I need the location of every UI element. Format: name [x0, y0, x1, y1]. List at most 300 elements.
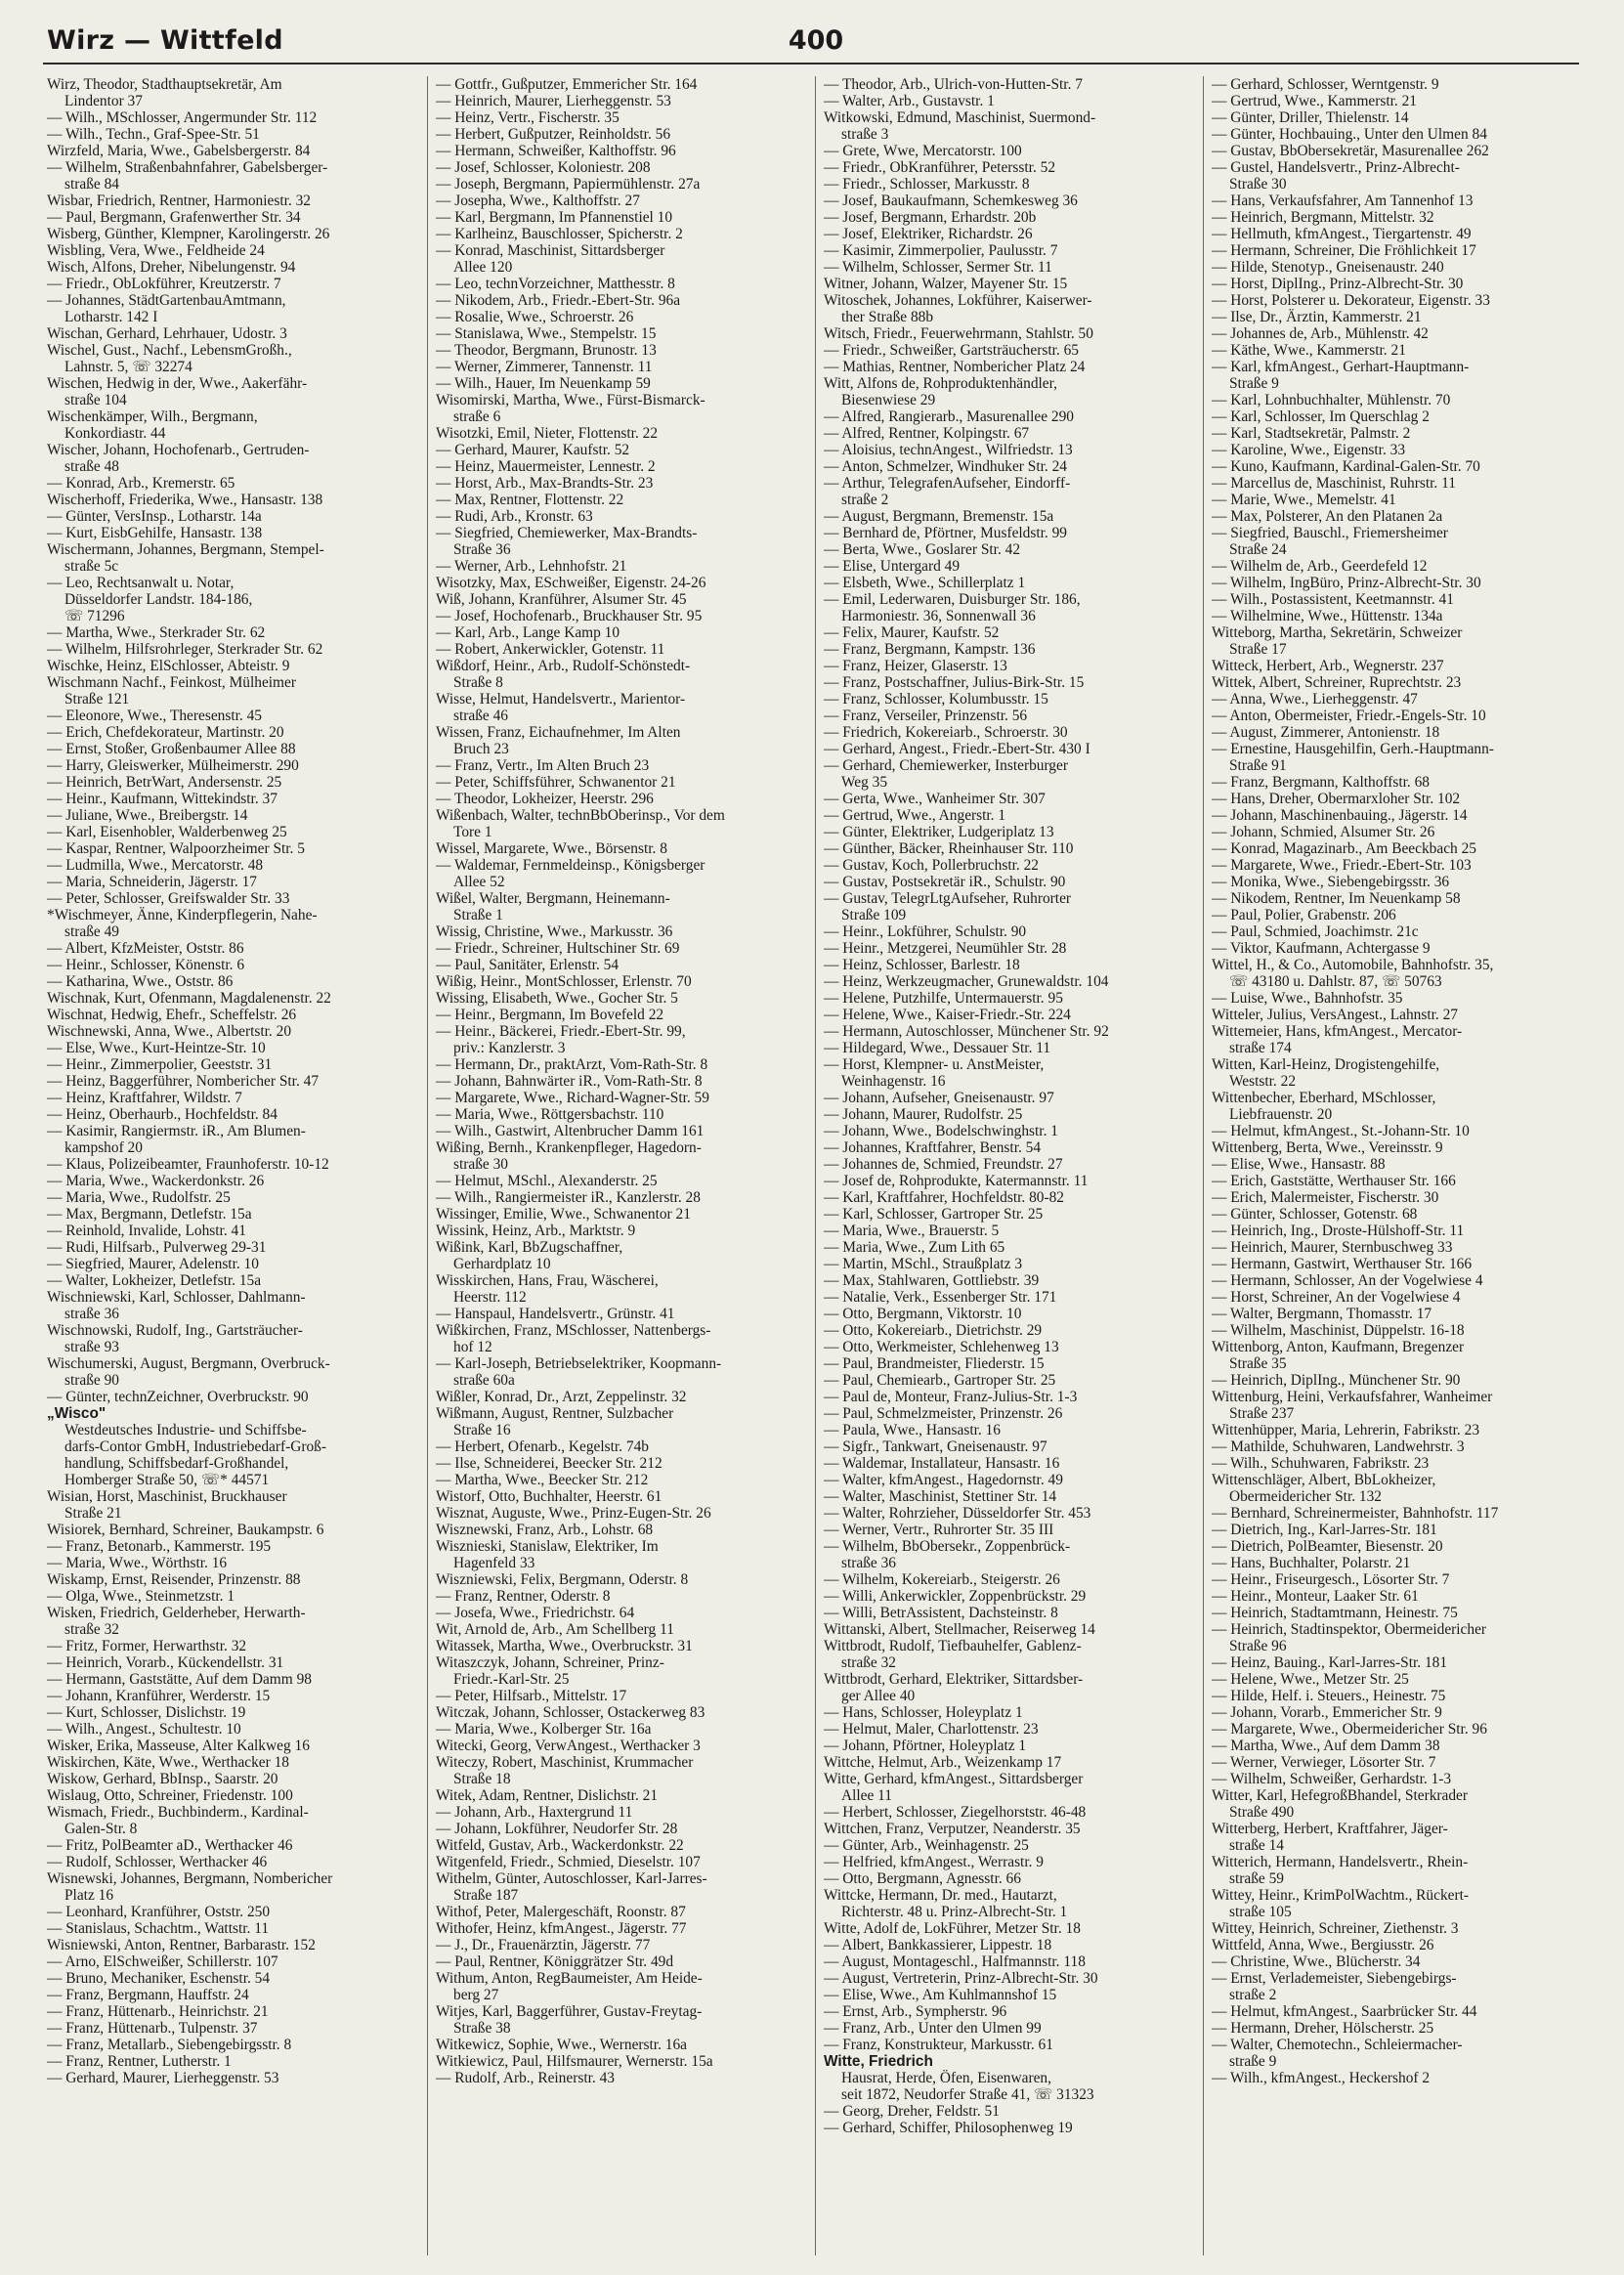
entry-continuation: seit 1872, Neudorfer Straße 41, ☏ 31323 [841, 2086, 1094, 2103]
directory-entry: — Ernst, Verlademeister, Siebengebirgs- [1212, 1970, 1457, 1987]
directory-entry: Wiskirchen, Käte, Wwe., Werthacker 18 [47, 1754, 289, 1771]
directory-entry: — Siegfried, Chemiewerker, Max-Brandts- [436, 525, 698, 541]
directory-entry: — Wilh., kfmAngest., Heckershof 2 [1212, 2070, 1431, 2086]
directory-entry: — Stanislaus, Schachtm., Wattstr. 11 [47, 1920, 270, 1937]
directory-entry: — Franz, Vertr., Im Alten Bruch 23 [436, 757, 650, 774]
directory-entry: — Walter, Lokheizer, Detlefstr. 15a [47, 1272, 262, 1289]
directory-entry: — Fritz, Former, Herwarthstr. 32 [47, 1638, 247, 1654]
entry-continuation: ☏ 71296 [64, 608, 125, 624]
directory-entry: — Hans, Dreher, Obermarxloher Str. 102 [1212, 791, 1461, 807]
directory-entry: — August, Bergmann, Bremenstr. 15a [824, 508, 1054, 525]
directory-entry: — Johannes de, Arb., Mühlenstr. 42 [1212, 325, 1429, 342]
directory-entry: — Friedr., Schreiner, Hultschiner Str. 69 [436, 940, 680, 957]
directory-entry: Wittcke, Hermann, Dr. med., Hautarzt, [824, 1887, 1057, 1904]
directory-entry: Wirzfeld, Maria, Wwe., Gabelsbergerstr. 84 [47, 143, 311, 159]
entry-continuation: straße 3 [841, 126, 889, 143]
directory-entry: Wittche, Helmut, Arb., Weizenkamp 17 [824, 1754, 1062, 1771]
directory-entry: Wisse, Helmut, Handelsvertr., Marientor- [436, 691, 686, 708]
directory-entry: — Rudolf, Arb., Reinerstr. 43 [436, 2070, 615, 2086]
entry-continuation: straße 104 [64, 392, 127, 408]
directory-entry: — Arthur, TelegrafenAufseher, Eindorff- [824, 475, 1071, 492]
directory-entry: Witeczy, Robert, Maschinist, Krummacher [436, 1754, 694, 1771]
directory-entry: — Johann, Maschinenbauing., Jägerstr. 14 [1212, 807, 1468, 824]
entry-continuation: Friedr.-Karl-Str. 25 [453, 1671, 570, 1688]
directory-entry: — Heinz, Kraftfahrer, Wildstr. 7 [47, 1090, 242, 1106]
entry-continuation: Weinhagenstr. 16 [841, 1073, 946, 1090]
directory-entry: *Wischmeyer, Änne, Kinderpflegerin, Nahe- [47, 907, 318, 923]
entry-continuation: Straße 237 [1229, 1405, 1295, 1422]
directory-entry: — Günter, Schlosser, Gotenstr. 68 [1212, 1206, 1418, 1223]
directory-entry: — Rudi, Hilfsarb., Pulverweg 29-31 [47, 1239, 267, 1256]
directory-entry: — Wilh., Angest., Schultestr. 10 [47, 1721, 241, 1738]
directory-entry: Wittenberg, Berta, Wwe., Vereinsstr. 9 [1212, 1139, 1443, 1156]
directory-entry: — Konrad, Maschinist, Sittardsberger [436, 242, 665, 259]
directory-entry: Wißmann, August, Rentner, Sulzbacher [436, 1405, 674, 1422]
directory-entry: — Gerhard, Maurer, Lierheggenstr. 53 [47, 2070, 279, 2086]
directory-entry: — Horst, Klempner- u. AnstMeister, [824, 1056, 1045, 1073]
directory-entry: Witaszczyk, Johann, Schreiner, Prinz- [436, 1654, 664, 1671]
directory-entry: — Elise, Wwe., Am Kuhlmannshof 15 [824, 1987, 1057, 2003]
directory-entry: Wiszniewski, Felix, Bergmann, Oderstr. 8 [436, 1571, 689, 1588]
directory-entry: — Heinr., Metzgerei, Neumühler Str. 28 [824, 940, 1067, 957]
entry-continuation: Düsseldorfer Landstr. 184-186, [64, 591, 253, 608]
directory-entry: — Luise, Wwe., Bahnhofstr. 35 [1212, 990, 1403, 1007]
directory-entry: Wischermann, Johannes, Bergmann, Stempel- [47, 541, 324, 558]
directory-entry: — Wilh., Gastwirt, Altenbrucher Damm 161 [436, 1123, 705, 1139]
directory-entry: — Hermann, Schlosser, An der Vogelwiese 4 [1212, 1272, 1483, 1289]
entry-continuation: Straße 30 [1229, 176, 1287, 193]
directory-entry: — Ernst, Stoßer, Großenbaumer Allee 88 [47, 741, 296, 757]
entry-continuation: darfs-Contor GmbH, Industriebedarf-Groß- [64, 1438, 326, 1455]
directory-entry: — Siegfried, Maurer, Adelenstr. 10 [47, 1256, 259, 1272]
entry-continuation: Straße 35 [1229, 1355, 1287, 1372]
directory-entry: — Helene, Putzhilfe, Untermauerstr. 95 [824, 990, 1063, 1007]
directory-entry: — Horst, Arb., Max-Brandts-Str. 23 [436, 475, 654, 492]
directory-entry: — Hermann, Gastwirt, Werthauser Str. 166 [1212, 1256, 1473, 1272]
directory-entry: — Leo, technVorzeichner, Matthesstr. 8 [436, 276, 675, 292]
directory-entry: — Paul, Polier, Grabenstr. 206 [1212, 907, 1396, 923]
directory-entry: — Ernst, Arb., Sympherstr. 96 [824, 2003, 1007, 2020]
directory-entry: — Maria, Wwe., Rudolfstr. 25 [47, 1189, 231, 1206]
entry-continuation: straße 36 [64, 1306, 119, 1322]
directory-entry: — Heinz, Schlosser, Barlestr. 18 [824, 957, 1020, 973]
column-divider [815, 76, 816, 2255]
directory-entry: Wischmann Nachf., Feinkost, Mülheimer [47, 674, 296, 691]
directory-entry: — Ilse, Schneiderei, Beecker Str. 212 [436, 1455, 662, 1472]
directory-entry: Wischniewski, Karl, Schlosser, Dahlmann- [47, 1289, 306, 1306]
column-4 [1212, 76, 1595, 2265]
directory-entry: Witner, Johann, Walzer, Mayener Str. 15 [824, 276, 1068, 292]
directory-entry: — Heinr., Schlosser, Könenstr. 6 [47, 957, 245, 973]
directory-entry: — Hanspaul, Handelsvertr., Grünstr. 41 [436, 1306, 675, 1322]
directory-entry: — Günter, Hochbauing., Unter den Ulmen 84 [1212, 126, 1487, 143]
directory-entry: — Leonhard, Kranführer, Oststr. 250 [47, 1904, 271, 1920]
directory-entry: — Franz, Verseiler, Prinzenstr. 56 [824, 708, 1028, 724]
directory-entry: Wisomirski, Martha, Wwe., Fürst-Bismarck- [436, 392, 705, 408]
entry-continuation: Liebfrauenstr. 20 [1229, 1106, 1333, 1123]
directory-entry: — Paul, Rentner, Königgrätzer Str. 49d [436, 1953, 674, 1970]
entry-continuation: Allee 11 [841, 1787, 892, 1804]
directory-entry: Witkiewicz, Paul, Hilfsmaurer, Wernerstr. 15a [436, 2053, 713, 2070]
directory-entry: Wisnewski, Johannes, Bergmann, Nombericher [47, 1870, 333, 1887]
directory-entry: — Wilhelmine, Wwe., Hüttenstr. 134a [1212, 608, 1443, 624]
directory-entry: Wischke, Heinz, ElSchlosser, Abteistr. 9 [47, 658, 290, 674]
directory-entry: Wittenburg, Heini, Verkaufsfahrer, Wanheimer [1212, 1389, 1493, 1405]
directory-entry: — Heinrich, DiplIng., Münchener Str. 90 [1212, 1372, 1461, 1389]
entry-continuation: straße 90 [64, 1372, 119, 1389]
directory-entry: — Walter, Bergmann, Thomasstr. 17 [1212, 1306, 1432, 1322]
directory-entry: — Johann, Wwe., Bodelschwinghstr. 1 [824, 1123, 1058, 1139]
directory-entry: — Martha, Wwe., Auf dem Damm 38 [1212, 1738, 1440, 1754]
running-head: Wirz — Wittfeld [47, 25, 283, 56]
directory-entry: — Maria, Wwe., Wörthstr. 16 [47, 1555, 228, 1571]
directory-entry: — Gustel, Handelsvertr., Prinz-Albrecht- [1212, 159, 1460, 176]
directory-entry: — Franz, Rentner, Lutherstr. 1 [47, 2053, 232, 2070]
directory-entry: — Hermann, Schweißer, Kalthoffstr. 96 [436, 143, 676, 159]
directory-entry: Wißdorf, Heinr., Arb., Rudolf-Schönstedt- [436, 658, 691, 674]
directory-entry: Witter, Karl, HefegroßBhandel, Sterkrader [1212, 1787, 1469, 1804]
directory-entry: — Theodor, Lokheizer, Heerstr. 296 [436, 791, 654, 807]
directory-entry: Witten, Karl-Heinz, Drogistengehilfe, [1212, 1056, 1440, 1073]
directory-entry: — Josef, Baukaufmann, Schemkesweg 36 [824, 193, 1078, 209]
directory-entry: — Hellmuth, kfmAngest., Tiergartenstr. 49 [1212, 226, 1472, 242]
directory-entry: — Max, Bergmann, Detlefstr. 15a [47, 1206, 252, 1223]
directory-entry: — Franz, Betonarb., Kammerstr. 195 [47, 1538, 272, 1555]
directory-entry: — Gerhard, Angest., Friedr.-Ebert-Str. 430 I [824, 741, 1090, 757]
entry-continuation: Biesenwiese 29 [841, 392, 936, 408]
directory-entry: Wisniewski, Anton, Rentner, Barbarastr. 152 [47, 1937, 316, 1953]
directory-entry: — Kurt, EisbGehilfe, Hansastr. 138 [47, 525, 263, 541]
entry-continuation: Straße 16 [453, 1422, 511, 1438]
directory-entry: — Max, Rentner, Flottenstr. 22 [436, 492, 624, 508]
directory-entry: — Arno, ElSchweißer, Schillerstr. 107 [47, 1953, 278, 1970]
directory-entry: Wittfeld, Anna, Wwe., Bergiusstr. 26 [1212, 1937, 1434, 1953]
entry-continuation: Richterstr. 48 u. Prinz-Albrecht-Str. 1 [841, 1904, 1068, 1920]
directory-entry: — Peter, Schiffsführer, Schwanentor 21 [436, 774, 676, 791]
directory-entry: — Franz, Postschaffner, Julius-Birk-Str. 15 [824, 674, 1085, 691]
directory-entry: — Otto, Bergmann, Agnesstr. 66 [824, 1870, 1021, 1887]
directory-entry: Wittbrodt, Rudolf, Tiefbauhelfer, Gablenz- [824, 1638, 1082, 1654]
directory-entry: — Paul, Bergmann, Grafenwerther Str. 34 [47, 209, 301, 226]
directory-entry: — Friedr., ObLokführer, Kreutzerstr. 7 [47, 276, 281, 292]
directory-entry: — Gertrud, Wwe., Kammerstr. 21 [1212, 93, 1418, 109]
directory-entry: — Martin, MSchl., Straußplatz 3 [824, 1256, 1023, 1272]
directory-entry: Wischumerski, August, Bergmann, Overbruck- [47, 1355, 330, 1372]
directory-entry: — Anna, Wwe., Lierheggenstr. 47 [1212, 691, 1418, 708]
directory-entry: Witoschek, Johannes, Lokführer, Kaiserwer- [824, 292, 1092, 309]
directory-entry: — Maria, Wwe., Brauerstr. 5 [824, 1223, 1000, 1239]
directory-entry: — Herbert, Gußputzer, Reinholdstr. 56 [436, 126, 671, 143]
entry-continuation: Allee 52 [453, 874, 505, 890]
directory-entry: — Heinr., Friseurgesch., Lösorter Str. 7 [1212, 1571, 1450, 1588]
directory-entry: — Josefa, Wwe., Friedrichstr. 64 [436, 1605, 635, 1621]
directory-entry: — Rudolf, Schlosser, Werthacker 46 [47, 1854, 268, 1870]
entry-continuation: ther Straße 88b [841, 309, 934, 325]
directory-entry: — Johann, Maurer, Rudolfstr. 25 [824, 1106, 1023, 1123]
directory-entry: Withofer, Heinz, kfmAngest., Jägerstr. 77 [436, 1920, 687, 1937]
entry-continuation: Allee 120 [453, 259, 513, 276]
entry-continuation: Straße 91 [1229, 757, 1287, 774]
directory-entry: — Peter, Schlosser, Greifswalder Str. 33 [47, 890, 290, 907]
directory-entry: — Helene, Wwe., Metzer Str. 25 [1212, 1671, 1409, 1688]
entry-continuation: Harmoniestr. 36, Sonnenwall 36 [841, 608, 1036, 624]
directory-entry: — Wilh., Postassistent, Keetmannstr. 41 [1212, 591, 1454, 608]
directory-entry: — Helmut, MSchl., Alexanderstr. 25 [436, 1173, 658, 1189]
directory-entry: Wislaug, Otto, Schreiner, Friedenstr. 100 [47, 1787, 293, 1804]
directory-entry: — Maria, Wwe., Wackerdonkstr. 26 [47, 1173, 265, 1189]
directory-entry: — Siegfried, Bauschl., Friemersheimer [1212, 525, 1448, 541]
directory-entry: — Marie, Wwe., Memelstr. 41 [1212, 492, 1396, 508]
directory-entry: — Heinrich, Maurer, Lierheggenstr. 53 [436, 93, 671, 109]
entry-continuation: Lotharstr. 142 I [64, 309, 158, 325]
directory-entry: — Else, Wwe., Kurt-Heintze-Str. 10 [47, 1040, 266, 1056]
directory-entry: — Karoline, Wwe., Eigenstr. 33 [1212, 442, 1406, 458]
directory-entry: Witfeld, Gustav, Arb., Wackerdonkstr. 22 [436, 1837, 684, 1854]
directory-entry: Wißing, Bernh., Krankenpfleger, Hagedorn- [436, 1139, 702, 1156]
directory-entry: — Hildegard, Wwe., Dessauer Str. 11 [824, 1040, 1051, 1056]
directory-entry: — Horst, DiplIng., Prinz-Albrecht-Str. 30 [1212, 276, 1464, 292]
directory-entry: Withof, Peter, Malergeschäft, Roonstr. 87 [436, 1904, 686, 1920]
entry-continuation: straße 59 [1229, 1870, 1284, 1887]
directory-entry: Witteck, Herbert, Arb., Wegnerstr. 237 [1212, 658, 1444, 674]
directory-entry: — Franz, Hüttenarb., Heinrichstr. 21 [47, 2003, 269, 2020]
directory-entry: Wiskow, Gerhard, BbInsp., Saarstr. 20 [47, 1771, 278, 1787]
directory-entry: Wittenschläger, Albert, BbLokheizer, [1212, 1472, 1436, 1488]
entry-continuation: Galen-Str. 8 [64, 1821, 138, 1837]
directory-entry: Witterich, Hermann, Handelsvertr., Rhein- [1212, 1854, 1469, 1870]
column-3 [824, 76, 1207, 2265]
directory-entry: — Konrad, Arb., Kremerstr. 65 [47, 475, 235, 492]
directory-entry: — Peter, Hilfsarb., Mittelstr. 17 [436, 1688, 627, 1704]
entry-continuation: Platz 16 [64, 1887, 114, 1904]
directory-entry: — Karl, Arb., Lange Kamp 10 [436, 624, 620, 641]
entry-continuation: straße 93 [64, 1339, 119, 1355]
directory-entry: — Theodor, Arb., Ulrich-von-Hutten-Str. 7 [824, 76, 1083, 93]
directory-entry: — Franz, Arb., Unter den Ulmen 99 [824, 2020, 1042, 2037]
entry-continuation: straße 48 [64, 458, 119, 475]
directory-entry: — Horst, Schreiner, An der Vogelwiese 4 [1212, 1289, 1461, 1306]
directory-entry: — Waldemar, Installateur, Hansastr. 16 [824, 1455, 1060, 1472]
entry-continuation: straße 6 [453, 408, 501, 425]
directory-entry: — Josef de, Rohprodukte, Katermannstr. 11 [824, 1173, 1089, 1189]
directory-entry: — Maria, Schneiderin, Jägerstr. 17 [47, 874, 257, 890]
directory-entry: — Marcellus de, Maschinist, Ruhrstr. 11 [1212, 475, 1456, 492]
directory-entry: — Hans, Buchhalter, Polarstr. 21 [1212, 1555, 1411, 1571]
entry-continuation: handlung, Schiffsbedarf-Großhandel, [64, 1455, 289, 1472]
directory-entry: — Gerhard, Chemiewerker, Insterburger [824, 757, 1068, 774]
directory-entry: — Anton, Schmelzer, Windhuker Str. 24 [824, 458, 1067, 475]
entry-continuation: straße 32 [64, 1621, 119, 1638]
directory-entry: — Franz, Metallarb., Siebengebirgsstr. 8 [47, 2037, 292, 2053]
directory-entry: Wischan, Gerhard, Lehrhauer, Udostr. 3 [47, 325, 287, 342]
entry-continuation: straße 30 [453, 1156, 508, 1173]
directory-entry: — Robert, Ankerwickler, Gotenstr. 11 [436, 641, 665, 658]
directory-entry: — Georg, Dreher, Feldstr. 51 [824, 2103, 1000, 2120]
directory-entry: — Gerta, Wwe., Wanheimer Str. 307 [824, 791, 1046, 807]
directory-entry: — Katharina, Wwe., Oststr. 86 [47, 973, 234, 990]
directory-entry: — Karl, Schlosser, Gartroper Str. 25 [824, 1206, 1044, 1223]
directory-entry: — Wilh., Hauer, Im Neuenkamp 59 [436, 375, 651, 392]
directory-entry: Wissinger, Emilie, Wwe., Schwanentor 21 [436, 1206, 691, 1223]
directory-entry: — Franz, Bergmann, Kalthoffstr. 68 [1212, 774, 1430, 791]
page-number: 400 [788, 25, 844, 56]
directory-entry: — Franz, Rentner, Oderstr. 8 [436, 1588, 611, 1605]
directory-entry: — Margarete, Wwe., Richard-Wagner-Str. 59 [436, 1090, 709, 1106]
directory-entry: — Hermann, Schreiner, Die Fröhlichkeit 17 [1212, 242, 1476, 259]
directory-entry: — Helene, Wwe., Kaiser-Friedr.-Str. 224 [824, 1007, 1071, 1023]
directory-entry: — Monika, Wwe., Siebengebirgsstr. 36 [1212, 874, 1450, 890]
directory-entry: — Erich, Gaststätte, Werthauser Str. 166 [1212, 1173, 1456, 1189]
directory-entry: — Kaspar, Rentner, Walpoorzheimer Str. 5 [47, 840, 305, 857]
entry-continuation: ☏ 43180 u. Dahlstr. 87, ☏ 50763 [1229, 973, 1442, 990]
header-rule [43, 63, 1579, 64]
directory-entry: — Karl, Schlosser, Im Querschlag 2 [1212, 408, 1430, 425]
directory-entry: — Nikodem, Arb., Friedr.-Ebert-Str. 96a [436, 292, 681, 309]
directory-entry: — Franz, Heizer, Glaserstr. 13 [824, 658, 1007, 674]
directory-entry: — Johann, Lokführer, Neudorfer Str. 28 [436, 1821, 678, 1837]
directory-entry: — Paula, Wwe., Hansastr. 16 [824, 1422, 1001, 1438]
directory-entry: — Christine, Wwe., Blücherstr. 34 [1212, 1953, 1421, 1970]
directory-entry: Wisotzki, Emil, Nieter, Flottenstr. 22 [436, 425, 659, 442]
directory-entry: Wissink, Heinz, Arb., Marktstr. 9 [436, 1223, 636, 1239]
directory-entry: — Josef, Schlosser, Koloniestr. 208 [436, 159, 651, 176]
directory-entry: Witteborg, Martha, Sekretärin, Schweizer [1212, 624, 1463, 641]
directory-entry: — Gottfr., Gußputzer, Emmericher Str. 164 [436, 76, 698, 93]
directory-entry: — Walter, Arb., Gustavstr. 1 [824, 93, 995, 109]
directory-entry: — Paul, Schmied, Joachimstr. 21c [1212, 923, 1419, 940]
directory-entry: — Gustav, TelegrLtgAufseher, Ruhrorter [824, 890, 1072, 907]
directory-entry: Wittenhüpper, Maria, Lehrerin, Fabrikstr. 23 [1212, 1422, 1480, 1438]
directory-entry: — Heinr., Bäckerei, Friedr.-Ebert-Str. 99, [436, 1023, 686, 1040]
entry-continuation: straße 36 [841, 1555, 896, 1571]
directory-entry: — Ludmilla, Wwe., Mercatorstr. 48 [47, 857, 264, 874]
entry-continuation: ger Allee 40 [841, 1688, 916, 1704]
column-divider [1203, 76, 1204, 2255]
directory-entry: — Franz, Hüttenarb., Tulpenstr. 37 [47, 2020, 258, 2037]
directory-entry: Wißkirchen, Franz, MSchlosser, Nattenbergs- [436, 1322, 711, 1339]
directory-entry: — Hermann, Gaststätte, Auf dem Damm 98 [47, 1671, 312, 1688]
entry-continuation: straße 2 [841, 492, 889, 508]
directory-entry: Wisznat, Auguste, Wwe., Prinz-Eugen-Str. 26 [436, 1505, 711, 1522]
entry-continuation: Straße 9 [1229, 375, 1279, 392]
directory-entry: Wischnowski, Rudolf, Ing., Gartsträucher- [47, 1322, 303, 1339]
directory-entry: — Reinhold, Invalide, Lohstr. 41 [47, 1223, 246, 1239]
entry-continuation: straße 14 [1229, 1837, 1284, 1854]
directory-entry: — Johannes de, Schmied, Freundstr. 27 [824, 1156, 1063, 1173]
entry-continuation: straße 46 [453, 708, 508, 724]
directory-entry: Wissing, Elisabeth, Wwe., Gocher Str. 5 [436, 990, 678, 1007]
directory-entry: — Otto, Werkmeister, Schlehenweg 13 [824, 1339, 1059, 1355]
directory-entry: — Kasimir, Zimmerpolier, Paulusstr. 7 [824, 242, 1058, 259]
directory-entry: — Gustav, BbObersekretär, Masurenallee 262 [1212, 143, 1489, 159]
directory-entry: — Friedr., Schlosser, Markusstr. 8 [824, 176, 1030, 193]
directory-entry: — Wilhelm, Straßenbahnfahrer, Gabelsberger- [47, 159, 328, 176]
directory-entry: — Wilhelm, Schlosser, Sermer Str. 11 [824, 259, 1052, 276]
directory-entry: — Karl, Lohnbuchhalter, Mühlenstr. 70 [1212, 392, 1451, 408]
directory-entry: Witkowski, Edmund, Maschinist, Suermond- [824, 109, 1096, 126]
directory-entry: — August, Zimmerer, Antonienstr. 18 [1212, 724, 1440, 741]
directory-entry: — Max, Stahlwaren, Gottliebstr. 39 [824, 1272, 1040, 1289]
entry-continuation: straße 105 [1229, 1904, 1292, 1920]
directory-entry: — J., Dr., Frauenärztin, Jägerstr. 77 [436, 1937, 651, 1953]
directory-entry: — Karl, Kraftfahrer, Hochfeldstr. 80-82 [824, 1189, 1064, 1206]
entry-continuation: Straße 121 [64, 691, 130, 708]
directory-entry: Wirz, Theodor, Stadthauptsekretär, Am [47, 76, 282, 93]
directory-entry: — Johannes, Kraftfahrer, Benstr. 54 [824, 1139, 1042, 1156]
directory-entry: — Friedr., Schweißer, Gartsträucherstr. 65 [824, 342, 1079, 359]
directory-entry: — Walter, kfmAngest., Hagedornstr. 49 [824, 1472, 1063, 1488]
directory-entry: Witek, Adam, Rentner, Dislichstr. 21 [436, 1787, 659, 1804]
directory-entry: Wischen, Hedwig in der, Wwe., Aakerfähr- [47, 375, 308, 392]
entry-continuation: Obermeidericher Str. 132 [1229, 1488, 1382, 1505]
directory-entry: — Heinrich, Stadtamtmann, Heinestr. 75 [1212, 1605, 1458, 1621]
directory-entry: Wittek, Albert, Schreiner, Ruprechtstr. 23 [1212, 674, 1462, 691]
directory-entry: — Wilh., Schuhwaren, Fabrikstr. 23 [1212, 1455, 1430, 1472]
directory-entry: — Paul, Brandmeister, Fliederstr. 15 [824, 1355, 1045, 1372]
directory-entry: — Heinz, Baggerführer, Nombericher Str. 47 [47, 1073, 320, 1090]
directory-entry: — Max, Polsterer, An den Platanen 2a [1212, 508, 1443, 525]
directory-entry: — Sigfr., Tankwart, Gneisenaustr. 97 [824, 1438, 1047, 1455]
directory-entry: — Maria, Wwe., Zum Lith 65 [824, 1239, 1005, 1256]
directory-entry: — Martha, Wwe., Beecker Str. 212 [436, 1472, 649, 1488]
directory-entry: — Anton, Obermeister, Friedr.-Engels-Str. 10 [1212, 708, 1486, 724]
directory-entry: Wischenkämper, Wilh., Bergmann, [47, 408, 258, 425]
directory-entry: — Gustav, Postsekretär iR., Schulstr. 90 [824, 874, 1066, 890]
directory-entry: — Werner, Vertr., Ruhrorter Str. 35 III [824, 1522, 1054, 1538]
directory-entry: Witassek, Martha, Wwe., Overbruckstr. 31 [436, 1638, 693, 1654]
entry-continuation: straße 60a [453, 1372, 515, 1389]
directory-entry: — Wilhelm, Maschinist, Düppelstr. 16-18 [1212, 1322, 1465, 1339]
directory-entry: — Karlheinz, Bauschlosser, Spicherstr. 2 [436, 226, 683, 242]
directory-entry: Wissen, Franz, Eichaufnehmer, Im Alten [436, 724, 681, 741]
directory-entry: — Felix, Maurer, Kaufstr. 52 [824, 624, 1000, 641]
directory-entry: — Olga, Wwe., Steinmetzstr. 1 [47, 1588, 235, 1605]
entry-continuation: straße 9 [1229, 2053, 1277, 2070]
directory-entry: Wisskirchen, Hans, Frau, Wäscherei, [436, 1272, 659, 1289]
directory-entry: — Heinz, Bauing., Karl-Jarres-Str. 181 [1212, 1654, 1448, 1671]
directory-entry: — Grete, Wwe, Mercatorstr. 100 [824, 143, 1022, 159]
directory-entry: — Karl, Bergmann, Im Pfannenstiel 10 [436, 209, 673, 226]
entry-continuation: Straße 1 [453, 907, 503, 923]
directory-entry: — Hermann, Autoschlosser, Münchener Str. 92 [824, 1023, 1109, 1040]
directory-entry: Wissig, Christine, Wwe., Markusstr. 36 [436, 923, 673, 940]
directory-entry: — Nikodem, Rentner, Im Neuenkamp 58 [1212, 890, 1461, 907]
directory-entry: — Martha, Wwe., Sterkrader Str. 62 [47, 624, 266, 641]
directory-entry: — Willi, Ankerwickler, Zoppenbrückstr. 29 [824, 1588, 1087, 1605]
directory-entry: — Johann, Bahnwärter iR., Vom-Rath-Str. 8 [436, 1073, 703, 1090]
directory-entry: — Wilhelm, IngBüro, Prinz-Albrecht-Str. 30 [1212, 575, 1481, 591]
directory-entry: — Otto, Kokereiarb., Dietrichstr. 29 [824, 1322, 1043, 1339]
entry-continuation: Bruch 23 [453, 741, 509, 757]
directory-entry: Wisbling, Vera, Wwe., Feldheide 24 [47, 242, 265, 259]
entry-continuation: berg 27 [453, 1987, 499, 2003]
directory-entry: — Bruno, Mechaniker, Eschenstr. 54 [47, 1970, 271, 1987]
entry-continuation: Hausrat, Herde, Öfen, Eisenwaren, [841, 2070, 1051, 2086]
directory-entry: — Konrad, Magazinarb., Am Beeckbach 25 [1212, 840, 1476, 857]
entry-continuation: Lahnstr. 5, ☏ 32274 [64, 359, 192, 375]
directory-entry: — Maria, Wwe., Kolberger Str. 16a [436, 1721, 652, 1738]
directory-entry: Witt, Alfons de, Rohproduktenhändler, [824, 375, 1057, 392]
directory-entry: — Rudi, Arb., Kronstr. 63 [436, 508, 593, 525]
directory-entry: — Albert, KfzMeister, Oststr. 86 [47, 940, 244, 957]
directory-entry: Wiß, Johann, Kranführer, Alsumer Str. 45 [436, 591, 687, 608]
directory-entry: — Werner, Zimmerer, Tannenstr. 11 [436, 359, 653, 375]
directory-entry: — Bernhard de, Pförtner, Musfeldstr. 99 [824, 525, 1068, 541]
directory-entry: — Heinrich, Vorarb., Kückendellstr. 31 [47, 1654, 284, 1671]
entry-continuation: Westdeutsches Industrie- und Schiffsbe- [64, 1422, 307, 1438]
entry-continuation: Tore 1 [453, 824, 492, 840]
directory-entry: — Kurt, Schlosser, Dislichstr. 19 [47, 1704, 246, 1721]
